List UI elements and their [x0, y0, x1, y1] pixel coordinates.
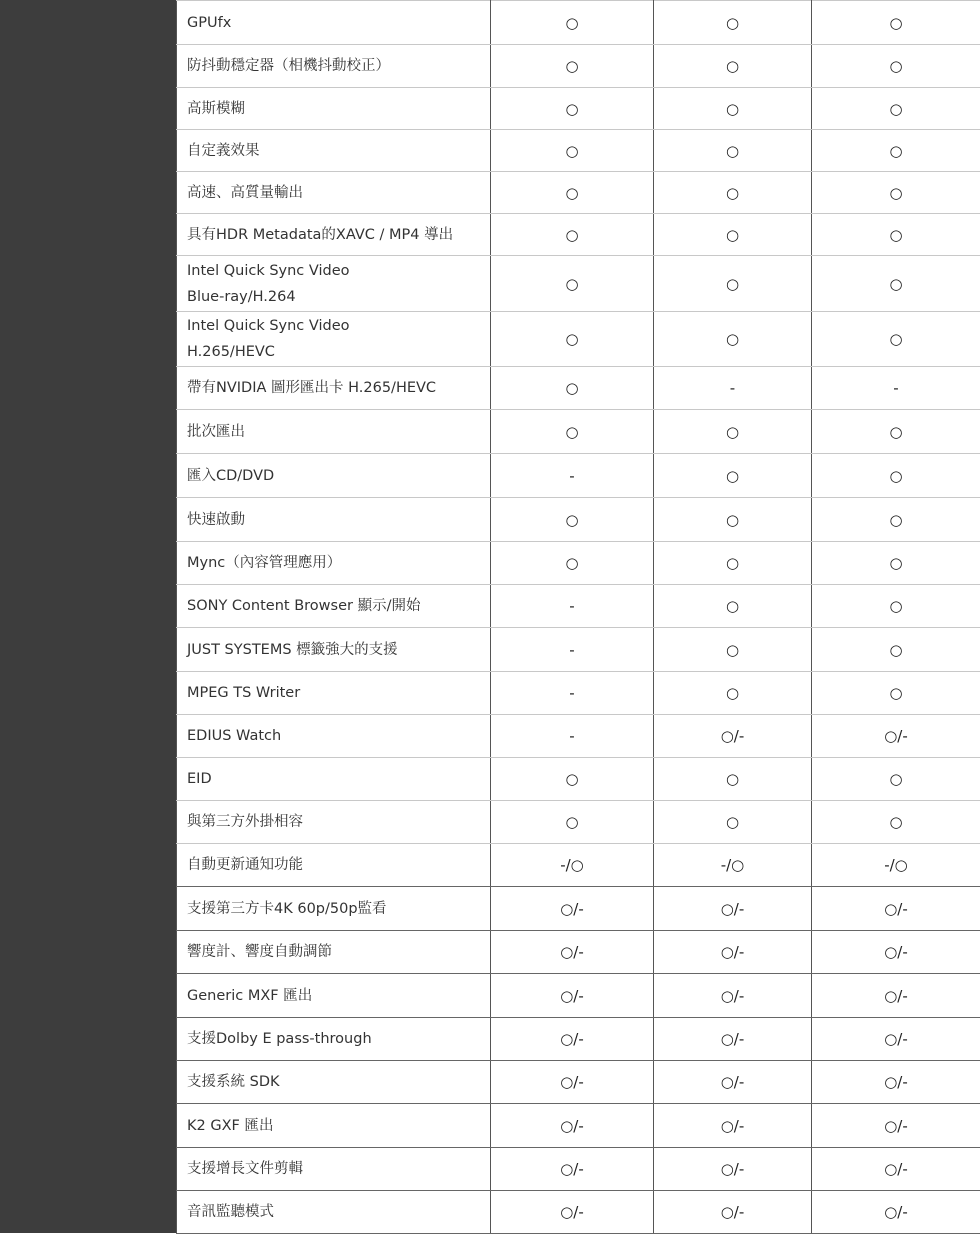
table-row	[177, 45, 980, 88]
support-cell-3: ○	[812, 45, 980, 88]
feature-name-cell: 匯入CD/DVD	[177, 454, 491, 498]
feature-name-cell: 支援系統 SDK	[177, 1061, 491, 1104]
support-cell-1: -	[491, 628, 654, 672]
table-row	[177, 1191, 980, 1234]
support-cell-3: -	[812, 367, 980, 410]
support-cell-2: ○/-	[654, 887, 812, 931]
support-cell-3: ○/-	[812, 715, 980, 758]
support-cell-2: ○	[654, 172, 812, 214]
feature-name-cell: 高速、高質量輸出	[177, 172, 491, 214]
left-sidebar	[0, 0, 176, 1233]
table-row	[177, 1, 980, 45]
feature-name-cell: 具有HDR Metadata的XAVC / MP4 導出	[177, 214, 491, 256]
support-cell-3: ○/-	[812, 931, 980, 974]
support-cell-2: ○	[654, 410, 812, 454]
support-cell-3: ○/-	[812, 1061, 980, 1104]
support-cell-3: ○	[812, 585, 980, 628]
feature-name-cell: 批次匯出	[177, 410, 491, 454]
support-cell-2: -/○	[654, 844, 812, 887]
support-cell-1: ○/-	[491, 887, 654, 931]
support-cell-1: ○	[491, 542, 654, 585]
support-cell-2: ○	[654, 214, 812, 256]
feature-name-cell: EDIUS Watch	[177, 715, 491, 758]
support-cell-3: ○	[812, 256, 980, 312]
feature-name-cell: SONY Content Browser 顯示/開始	[177, 585, 491, 628]
feature-name-cell: GPUfx	[177, 1, 491, 45]
table-row	[177, 88, 980, 130]
support-cell-1: -/○	[491, 844, 654, 887]
feature-name-cell: 自動更新通知功能	[177, 844, 491, 887]
support-cell-1: ○	[491, 312, 654, 367]
support-cell-3: ○	[812, 801, 980, 844]
support-cell-3: ○/-	[812, 1148, 980, 1191]
support-cell-1: -	[491, 585, 654, 628]
support-cell-3: ○/-	[812, 887, 980, 931]
support-cell-1: ○	[491, 214, 654, 256]
feature-name-cell: JUST SYSTEMS 標籤強大的支援	[177, 628, 491, 672]
support-cell-1: ○	[491, 410, 654, 454]
support-cell-1: ○/-	[491, 1191, 654, 1234]
support-cell-1: ○	[491, 1, 654, 45]
support-cell-3: ○/-	[812, 1018, 980, 1061]
support-cell-2: ○/-	[654, 1061, 812, 1104]
support-cell-1: ○	[491, 88, 654, 130]
feature-name-cell: 自定義效果	[177, 130, 491, 172]
table-row	[177, 628, 980, 672]
feature-name-cell: 支援增長文件剪輯	[177, 1148, 491, 1191]
feature-name-cell: 支援第三方卡4K 60p/50p監看	[177, 887, 491, 931]
feature-name-cell: 音訊監聽模式	[177, 1191, 491, 1234]
support-cell-2: ○	[654, 758, 812, 801]
support-cell-2: ○	[654, 628, 812, 672]
support-cell-2: ○/-	[654, 1191, 812, 1234]
support-cell-1: -	[491, 715, 654, 758]
support-cell-2: ○	[654, 130, 812, 172]
feature-name-cell: MPEG TS Writer	[177, 672, 491, 715]
support-cell-3: ○	[812, 672, 980, 715]
table-row	[177, 454, 980, 498]
support-cell-2: ○	[654, 45, 812, 88]
feature-name-cell: Mync（內容管理應用）	[177, 542, 491, 585]
support-cell-2: ○	[654, 672, 812, 715]
support-cell-1: -	[491, 672, 654, 715]
feature-name-cell: 支援Dolby E pass-through	[177, 1018, 491, 1061]
support-cell-1: ○/-	[491, 1018, 654, 1061]
table-row	[177, 1018, 980, 1061]
support-cell-2: ○	[654, 585, 812, 628]
support-cell-1: ○	[491, 801, 654, 844]
support-cell-2: -	[654, 367, 812, 410]
feature-name-cell: 高斯模糊	[177, 88, 491, 130]
feature-name-cell: 與第三方外掛相容	[177, 801, 491, 844]
support-cell-1: ○	[491, 498, 654, 542]
table-row	[177, 672, 980, 715]
feature-name-cell: EID	[177, 758, 491, 801]
support-cell-1: ○/-	[491, 931, 654, 974]
support-cell-3: ○	[812, 88, 980, 130]
table-row	[177, 214, 980, 256]
support-cell-3: ○/-	[812, 1191, 980, 1234]
table-row	[177, 715, 980, 758]
support-cell-3: ○	[812, 312, 980, 367]
support-cell-2: ○	[654, 256, 812, 312]
support-cell-2: ○/-	[654, 974, 812, 1018]
support-cell-1: ○/-	[491, 1148, 654, 1191]
support-cell-2: ○	[654, 498, 812, 542]
table-row	[177, 312, 980, 367]
support-cell-3: ○	[812, 628, 980, 672]
support-cell-2: ○	[654, 312, 812, 367]
table-row	[177, 367, 980, 410]
support-cell-3: ○/-	[812, 1104, 980, 1148]
support-cell-3: ○	[812, 498, 980, 542]
table-body	[177, 1, 980, 1234]
support-cell-3: ○	[812, 454, 980, 498]
support-cell-1: ○	[491, 367, 654, 410]
support-cell-2: ○/-	[654, 715, 812, 758]
support-cell-2: ○/-	[654, 1018, 812, 1061]
feature-name-cell: 防抖動穩定器（相機抖動校正）	[177, 45, 491, 88]
support-cell-1: ○	[491, 758, 654, 801]
support-cell-2: ○	[654, 801, 812, 844]
support-cell-1: ○/-	[491, 974, 654, 1018]
support-cell-3: ○	[812, 130, 980, 172]
support-cell-2: ○/-	[654, 1104, 812, 1148]
support-cell-1: ○/-	[491, 1061, 654, 1104]
comparison-table	[176, 0, 980, 1234]
feature-name-cell: K2 GXF 匯出	[177, 1104, 491, 1148]
support-cell-2: ○	[654, 454, 812, 498]
support-cell-3: ○	[812, 172, 980, 214]
table-row	[177, 758, 980, 801]
table-row	[177, 172, 980, 214]
feature-name-cell: Intel Quick Sync Video Blue-ray/H.264	[177, 256, 491, 312]
support-cell-1: ○	[491, 130, 654, 172]
table-row	[177, 130, 980, 172]
support-cell-2: ○/-	[654, 931, 812, 974]
table-row	[177, 844, 980, 887]
feature-name-cell: Intel Quick Sync Video H.265/HEVC	[177, 312, 491, 367]
support-cell-3: ○	[812, 1, 980, 45]
table-row	[177, 1061, 980, 1104]
support-cell-3: ○	[812, 542, 980, 585]
support-cell-1: ○	[491, 45, 654, 88]
table-row	[177, 1148, 980, 1191]
support-cell-3: -/○	[812, 844, 980, 887]
table-row	[177, 498, 980, 542]
table-row	[177, 410, 980, 454]
support-cell-1: ○/-	[491, 1104, 654, 1148]
table-row	[177, 887, 980, 931]
feature-name-cell: Generic MXF 匯出	[177, 974, 491, 1018]
support-cell-3: ○	[812, 758, 980, 801]
support-cell-3: ○/-	[812, 974, 980, 1018]
feature-name-cell: 響度計、響度自動調節	[177, 931, 491, 974]
table-row	[177, 256, 980, 312]
support-cell-1: ○	[491, 256, 654, 312]
table-row	[177, 585, 980, 628]
support-cell-2: ○	[654, 1, 812, 45]
support-cell-1: -	[491, 454, 654, 498]
table-row	[177, 801, 980, 844]
support-cell-2: ○	[654, 542, 812, 585]
feature-name-cell: 帶有NVIDIA 圖形匯出卡 H.265/HEVC	[177, 367, 491, 410]
support-cell-1: ○	[491, 172, 654, 214]
table-row	[177, 542, 980, 585]
table-row	[177, 1104, 980, 1148]
table-row	[177, 931, 980, 974]
feature-comparison-table	[176, 0, 980, 1233]
feature-name-cell: 快速啟動	[177, 498, 491, 542]
support-cell-3: ○	[812, 214, 980, 256]
support-cell-2: ○/-	[654, 1148, 812, 1191]
table-row	[177, 974, 980, 1018]
support-cell-3: ○	[812, 410, 980, 454]
support-cell-2: ○	[654, 88, 812, 130]
